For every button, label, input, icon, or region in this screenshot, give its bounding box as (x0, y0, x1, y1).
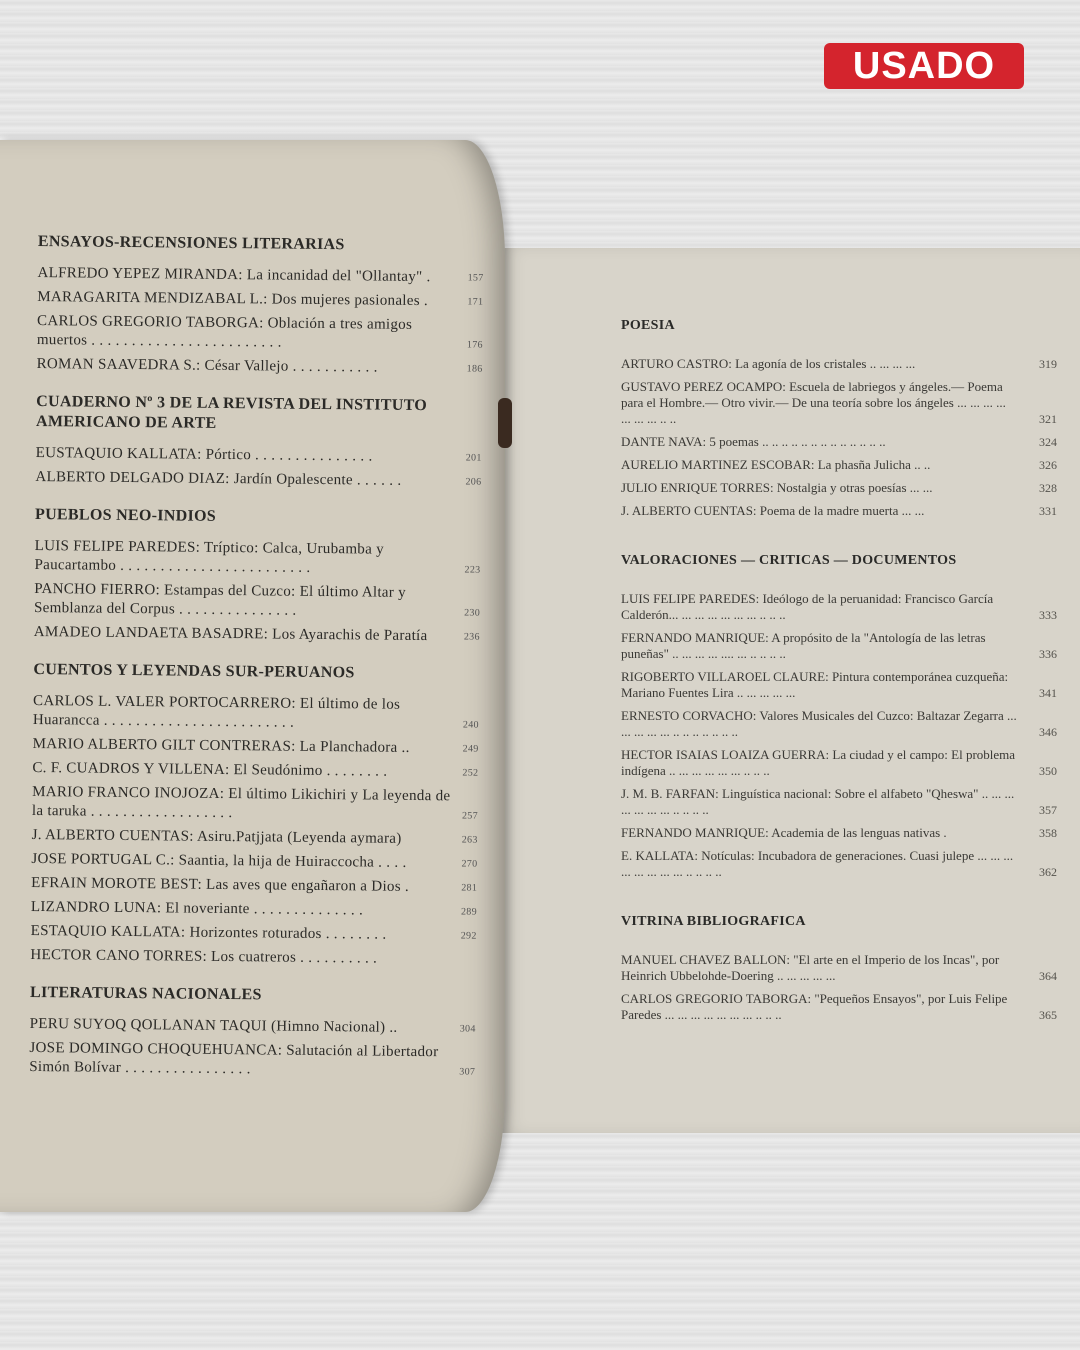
entry-page-number: 223 (464, 564, 481, 576)
entry-text: ALFREDO YEPEZ MIRANDA: La incanidad del "Ollantay" . (37, 264, 431, 286)
entry-page-number: 321 (1039, 412, 1057, 426)
toc-section (621, 318, 1057, 519)
section-title: CUENTOS Y LEYENDAS SUR-PERUANOS (33, 660, 355, 682)
entry-text: CARLOS GREGORIO TABORGA: "Pequeños Ensayos", por Luis Felipe Paredes ... ... ... ... ... ... ... .. .. .. (621, 991, 1008, 1022)
section-title: VITRINA BIBLIOGRAFICA (621, 914, 806, 929)
section-title: POESIA (621, 318, 675, 333)
entry-text: E. KALLATA: Notículas: Incubadora de generaciones. Cuasi julepe ... ... ... ... ... ... ... ... .. .. .. .. (621, 848, 1014, 879)
entry-text: ALBERTO DELGADO DIAZ: Jardín Opalescente . . . . . . (35, 468, 402, 489)
entry-page-number: 350 (1039, 764, 1057, 778)
toc-section (30, 660, 479, 970)
toc-section (35, 392, 482, 492)
toc-entry (33, 735, 479, 759)
entry-text: J. ALBERTO CUENTAS: Poema de la madre muerta ... ... (621, 503, 925, 518)
entry-page-number: 236 (463, 631, 480, 643)
entry-page-number: 281 (461, 882, 478, 894)
entry-page-number: 326 (1039, 458, 1057, 472)
toc-entry (32, 783, 478, 826)
entry-text: MANUEL CHAVEZ BALLON: "El arte en el Imperio de los Incas", por Heinrich Ubbelohde-Doering .. ... ... ... ... (621, 952, 1000, 983)
toc-entry (35, 468, 481, 492)
entry-page-number: 201 (465, 452, 482, 464)
entry-page-number: 341 (1039, 686, 1057, 700)
entry-page-number: 240 (462, 719, 479, 731)
toc-entry (37, 264, 483, 288)
left-page (0, 140, 505, 1212)
entry-text: JULIO ENRIQUE TORRES: Nostalgia y otras poesías ... ... (621, 480, 933, 495)
toc-entry (621, 356, 1057, 372)
entry-text: EUSTAQUIO KALLATA: Pórtico . . . . . . . . . . . . . . . (35, 444, 373, 465)
entry-text: EFRAIN MOROTE BEST: Las aves que engañaron a Dios . (31, 874, 410, 895)
entry-text: LIZANDRO LUNA: El noveriante . . . . . . . . . . . . . . (30, 898, 364, 919)
entry-text: RIGOBERTO VILLAROEL CLAURE: Pintura contemporánea cuzqueña: Mariano Fuentes Lira .. ... ... ... ... (621, 669, 1009, 700)
entry-page-number: 358 (1039, 826, 1057, 840)
entry-page-number: 336 (1039, 647, 1057, 661)
entry-text: JOSE DOMINGO CHOQUEHUANCA: Salutación al Libertador Simón Bolívar . . . . . . . . . . . . . . . . (29, 1039, 439, 1078)
toc-entry (621, 457, 1057, 473)
toc-entry (621, 786, 1057, 818)
binding-hole (498, 398, 512, 448)
toc-entry (31, 874, 477, 898)
entry-text: HECTOR CANO TORRES: Los cuatreros . . . . . . . . . . (30, 946, 378, 967)
toc-section (34, 505, 481, 647)
section-title: ENSAYOS-RECENSIONES LITERARIAS (37, 232, 345, 254)
toc-entry (32, 759, 478, 783)
entry-page-number: 186 (466, 363, 483, 375)
toc-entry (31, 898, 477, 922)
entry-text: LUIS FELIPE PAREDES: Tríptico: Calca, Urubamba y Paucartambo . . . . . . . . . . . . . . . . . . . . . . . . (34, 537, 385, 576)
entry-page-number: 252 (462, 767, 479, 779)
toc-section (621, 914, 1057, 1023)
right-page-contents (621, 318, 1057, 1057)
entry-text: ROMAN SAAVEDRA S.: César Vallejo . . . . . . . . . . . (36, 355, 378, 376)
section-title: LITERATURAS NACIONALES (29, 983, 262, 1004)
toc-entry (621, 848, 1057, 880)
entry-page-number: 307 (459, 1066, 476, 1078)
entry-text: AURELIO MARTINEZ ESCOBAR: La phasña Julicha .. .. (621, 457, 931, 472)
entry-page-number: 171 (467, 296, 484, 308)
entry-text: PANCHO FIERRO: Estampas del Cuzco: El último Altar y Semblanza del Corpus . . . . . . . . . . . . . . . (33, 580, 407, 619)
entry-text: HECTOR ISAIAS LOAIZA GUERRA: La ciudad y el campo: El problema indígena .. ... ... ... ... ... .. .. .. (621, 747, 1016, 778)
left-page-contents (29, 232, 484, 1100)
toc-section (29, 983, 476, 1082)
toc-entry (621, 708, 1057, 740)
entry-page-number: 249 (462, 743, 479, 755)
toc-section (621, 553, 1057, 880)
entry-page-number: 324 (1039, 435, 1057, 449)
entry-text: FERNANDO MANRIQUE: Academia de las lenguas nativas . (621, 825, 947, 840)
section-title: CUADERNO Nº 3 DE LA REVISTA DEL INSTITUTO AMERICANO DE ARTE (35, 392, 428, 432)
toc-entry (621, 825, 1057, 841)
toc-entry (621, 991, 1057, 1023)
toc-entry (37, 312, 483, 355)
entry-text: C. F. CUADROS Y VILLENA: El Seudónimo . . . . . . . . (32, 759, 388, 780)
entry-page-number: 357 (1039, 803, 1057, 817)
entry-page-number: 365 (1039, 1008, 1057, 1022)
entry-text: CARLOS GREGORIO TABORGA: Oblación a tres amigos muertos . . . . . . . . . . . . . . . . . . . . . . . . (36, 312, 413, 351)
entry-text: MARIO FRANCO INOJOZA: El último Likichiri y La leyenda de la taruka . . . . . . . . . . . . . . . . . . (31, 783, 451, 822)
toc-entry (31, 850, 477, 874)
toc-entry (33, 692, 479, 735)
entry-page-number: 304 (459, 1023, 476, 1035)
entry-text: GUSTAVO PEREZ OCAMPO: Escuela de labriegos y ángeles.— Poema para el Hombre.— Otro vivir.— De una teoría sobre los ángeles ... ... ... ... ... ... ... .. .. (621, 379, 1006, 426)
toc-entry (30, 946, 476, 970)
entry-page-number: 289 (460, 906, 477, 918)
entry-page-number: 292 (460, 930, 477, 942)
entry-text: MARIO ALBERTO GILT CONTRERAS: La Planchadora .. (32, 735, 410, 756)
toc-entry (37, 288, 483, 312)
entry-page-number: 331 (1039, 504, 1057, 518)
entry-page-number: 362 (1039, 865, 1057, 879)
toc-entry (30, 1015, 476, 1039)
entry-page-number: 176 (466, 339, 483, 351)
entry-text: LUIS FELIPE PAREDES: Ideólogo de la peruanidad: Francisco García Calderón... ... ... ... ... ... ... .. .. .. (621, 591, 994, 622)
entry-text: J. ALBERTO CUENTAS: Asiru.Patjjata (Leyenda aymara) (31, 826, 402, 847)
used-badge: USADO (824, 43, 1024, 89)
entry-text: PERU SUYOQ QOLLANAN TAQUI (Himno Nacional) .. (29, 1015, 398, 1036)
entry-text: FERNANDO MANRIQUE: A propósito de la "Antología de las letras puneñas" .. ... ... ... .... ... .. .. .. .. (621, 630, 986, 661)
toc-entry (621, 591, 1057, 623)
toc-entry (32, 826, 478, 850)
entry-text: CARLOS L. VALER PORTOCARRERO: El último de los Huarancca . . . . . . . . . . . . . . . . . . . . . . . . (32, 692, 401, 731)
entry-text: ESTAQUIO KALLATA: Horizontes roturados . . . . . . . . (30, 922, 387, 943)
entry-text: DANTE NAVA: 5 poemas .. .. .. .. .. .. .. .. .. .. .. .. .. (621, 434, 886, 449)
entry-page-number: 206 (465, 476, 482, 488)
toc-entry (621, 952, 1057, 984)
toc-entry (34, 580, 480, 623)
toc-entry (621, 669, 1057, 701)
entry-text: J. M. B. FARFAN: Linguística nacional: Sobre el alfabeto "Qheswa" .. ... ... ... ... ... ... .. .. .. .. (621, 786, 1015, 817)
entry-page-number: 263 (461, 834, 478, 846)
entry-page-number: 328 (1039, 481, 1057, 495)
entry-page-number: 333 (1039, 608, 1057, 622)
entry-page-number: 157 (467, 272, 484, 284)
entry-text: MARAGARITA MENDIZABAL L.: Dos mujeres pasionales . (37, 288, 429, 310)
toc-entry (621, 747, 1057, 779)
toc-entry (621, 630, 1057, 662)
right-page (500, 248, 1080, 1133)
toc-entry (36, 444, 482, 468)
section-title: VALORACIONES — CRITICAS — DOCUMENTOS (621, 553, 957, 568)
entry-text: AMADEO LANDAETA BASADRE: Los Ayarachis de Paratía (33, 623, 428, 645)
toc-entry (34, 623, 480, 647)
entry-page-number: 230 (464, 607, 481, 619)
entry-page-number: 346 (1039, 725, 1057, 739)
toc-entry (34, 537, 480, 580)
entry-text: ARTURO CASTRO: La agonía de los cristales .. ... ... ... (621, 356, 916, 371)
toc-entry (29, 1039, 475, 1082)
entry-page-number: 319 (1039, 357, 1057, 371)
entry-page-number: 257 (461, 810, 478, 822)
toc-entry (621, 503, 1057, 519)
toc-entry (31, 922, 477, 946)
entry-text: ERNESTO CORVACHO: Valores Musicales del Cuzco: Baltazar Zegarra ... ... ... ... ... .. .. .. .. .. .. .. (621, 708, 1017, 739)
toc-section (37, 232, 484, 379)
entry-page-number: 364 (1039, 969, 1057, 983)
toc-entry (37, 355, 483, 379)
entry-text: JOSE PORTUGAL C.: Saantia, la hija de Huiraccocha . . . . (31, 850, 407, 871)
section-title: PUEBLOS NEO-INDIOS (34, 505, 217, 525)
toc-entry (621, 434, 1057, 450)
toc-entry (621, 379, 1057, 427)
toc-entry (621, 480, 1057, 496)
entry-page-number: 270 (461, 858, 478, 870)
